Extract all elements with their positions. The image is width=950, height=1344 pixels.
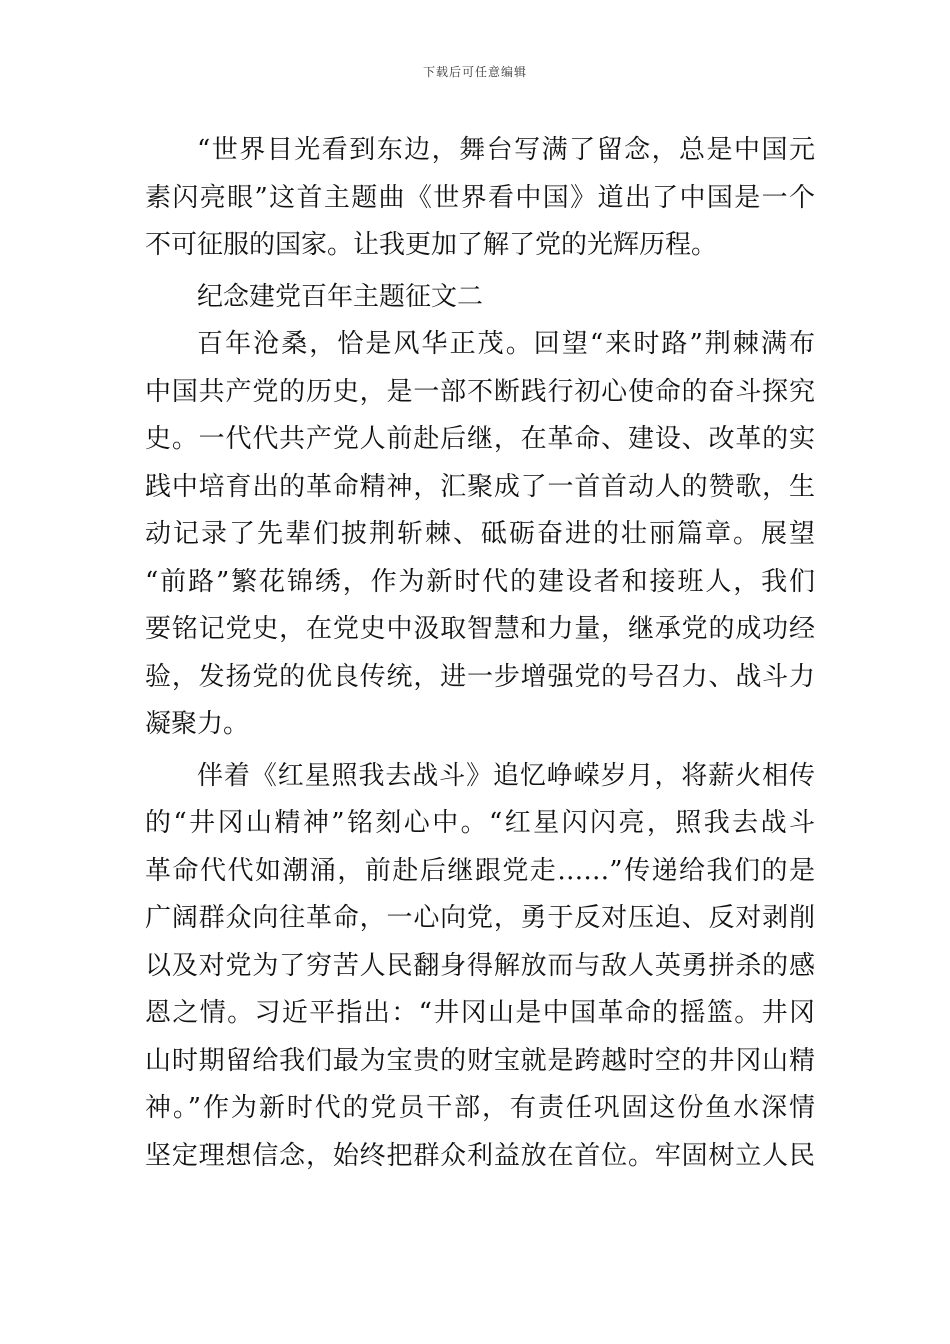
text-line: 中国共产党的历史，是一部不断践行初心使命的奋斗探究 bbox=[145, 376, 815, 407]
text-line: 史。一代代共产党人前赴后继，在革命、建设、改革的实 bbox=[145, 424, 815, 454]
text-line: 广阔群众向往革命，一心向党，勇于反对压迫、反对剥削 bbox=[145, 903, 815, 933]
text-line: 神。”作为新时代的党员干部，有责任巩固这份鱼水深情 bbox=[145, 1093, 815, 1123]
text-line: 不可征服的国家。让我更加了解了党的光辉历程。 bbox=[145, 230, 718, 260]
text-line: 素闪亮眼”这首主题曲《世界看中国》道出了中国是一个 bbox=[145, 182, 815, 213]
text-line: 山时期留给我们最为宝贵的财宝就是跨越时空的井冈山精 bbox=[145, 1045, 815, 1076]
text-line: 动记录了先辈们披荆斩棘、砥砺奋进的壮丽篇章。展望 bbox=[145, 519, 815, 549]
text-line: 验，发扬党的优良传统，进一步增强党的号召力、战斗力 bbox=[145, 661, 815, 692]
section-heading: 纪念建党百年主题征文二 bbox=[197, 281, 484, 312]
text-line: 凝聚力。 bbox=[145, 709, 250, 739]
text-line: 践中培育出的革命精神，汇聚成了一首首动人的赞歌，生 bbox=[145, 471, 815, 502]
text-line: “世界目光看到东边，舞台写满了留念，总是中国元 bbox=[197, 135, 815, 165]
text-line: 的“井冈山精神”铭刻心中。“红星闪闪亮，照我去战斗 bbox=[145, 808, 815, 838]
text-line: 以及对党为了穷苦人民翻身得解放而与敌人英勇拼杀的感 bbox=[145, 950, 815, 981]
text-line: 伴着《红星照我去战斗》追忆峥嵘岁月，将薪火相传 bbox=[197, 760, 815, 791]
text-line: 恩之情。习近平指出：“井冈山是中国革命的摇篮。井冈 bbox=[145, 998, 815, 1028]
text-line: 百年沧桑，恰是风华正茂。回望“来时路”荆棘满布 bbox=[197, 329, 815, 359]
text-line: “前路”繁花锦绣，作为新时代的建设者和接班人，我们 bbox=[145, 566, 815, 597]
page-header: 下载后可任意编辑 bbox=[422, 65, 527, 79]
text-line: 要铭记党史，在党史中汲取智慧和力量，继承党的成功经 bbox=[145, 614, 815, 644]
document-body bbox=[145, 127, 815, 1180]
text-line: 革命代代如潮涌，前赴后继跟党走……”传递给我们的是 bbox=[145, 855, 815, 886]
text-line: 坚定理想信念，始终把群众利益放在首位。牢固树立人民 bbox=[145, 1140, 815, 1171]
